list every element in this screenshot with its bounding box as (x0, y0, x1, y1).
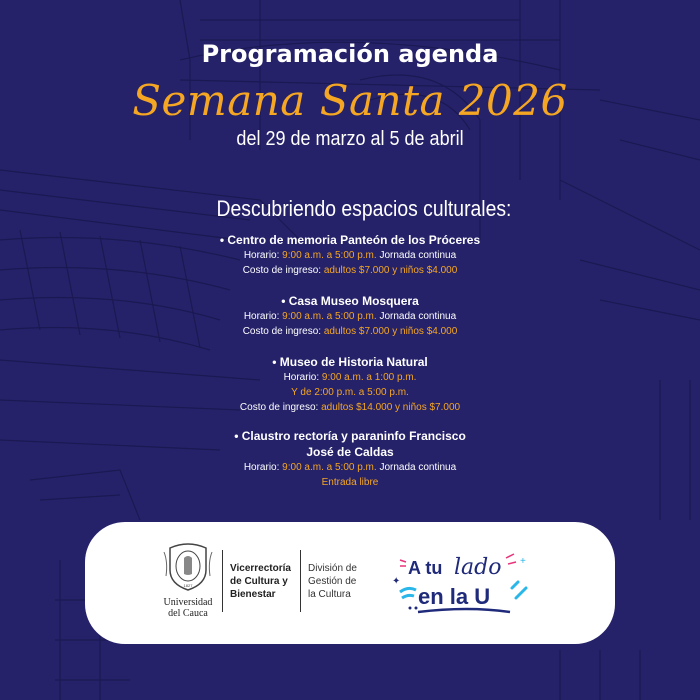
university-logo (158, 542, 218, 619)
svg-text:A tu: A tu (408, 558, 443, 578)
free-entry-line: Entrada libre (321, 477, 379, 488)
venue-name: • Centro de memoria Panteón de los Próceres (219, 233, 481, 247)
schedule-line: Horario: 9:00 a.m. a 5:00 p.m. Jornada continua (243, 250, 457, 261)
slogan-logo (388, 542, 548, 622)
schedule-line: Horario: 9:00 a.m. a 1:00 p.m. (283, 372, 417, 383)
venue-name: • Claustro rectoría y paraninfo Francisco (234, 429, 466, 443)
svg-text:en la U: en la U (418, 584, 491, 609)
venue-casa-museo (0, 293, 700, 339)
footer-logos-card (85, 522, 615, 644)
svg-text:1827: 1827 (183, 583, 193, 588)
event-name: Semana Santa 2026 (132, 76, 568, 125)
venue-name: • Casa Museo Mosquera (281, 294, 419, 308)
svg-text:+: + (520, 556, 526, 567)
divider (222, 550, 223, 612)
venue-name-cont: José de Caldas (306, 445, 394, 459)
university-name-1: Universidad (163, 597, 213, 608)
cost-line: Costo de ingreso: adultos $7.000 y niños $4.000 (242, 326, 458, 337)
divider (300, 550, 301, 612)
section-title: Descubriendo espacios culturales: (216, 196, 512, 221)
cost-line: Costo de ingreso: adultos $7.000 y niños $4.000 (242, 265, 458, 276)
schedule-line: Horario: 9:00 a.m. a 5:00 p.m. Jornada continua (243, 311, 457, 322)
cost-line: Costo de ingreso: adultos $14.000 y niños $7.000 (239, 402, 461, 413)
svg-text:lado: lado (454, 555, 502, 580)
venue-claustro (0, 428, 700, 490)
svg-text:✦: ✦ (392, 576, 401, 587)
schedule-line-2: Y de 2:00 p.m. a 5:00 p.m. (291, 387, 409, 398)
venue-panteon (0, 232, 700, 278)
vicerrectoria-label: Vicerrectoría de Cultura y Bienestar (230, 563, 291, 600)
event-dates: del 29 de marzo al 5 de abril (236, 128, 464, 150)
schedule-line: Horario: 9:00 a.m. a 5:00 p.m. Jornada continua (243, 462, 457, 473)
page-title: Programación agenda (201, 40, 499, 68)
venue-name: • Museo de Historia Natural (272, 355, 428, 369)
venue-historia-natural (0, 354, 700, 415)
university-crest-icon (162, 542, 214, 592)
university-name-2: del Cauca (168, 608, 208, 619)
division-label: División de Gestión de la Cultura (308, 563, 357, 600)
